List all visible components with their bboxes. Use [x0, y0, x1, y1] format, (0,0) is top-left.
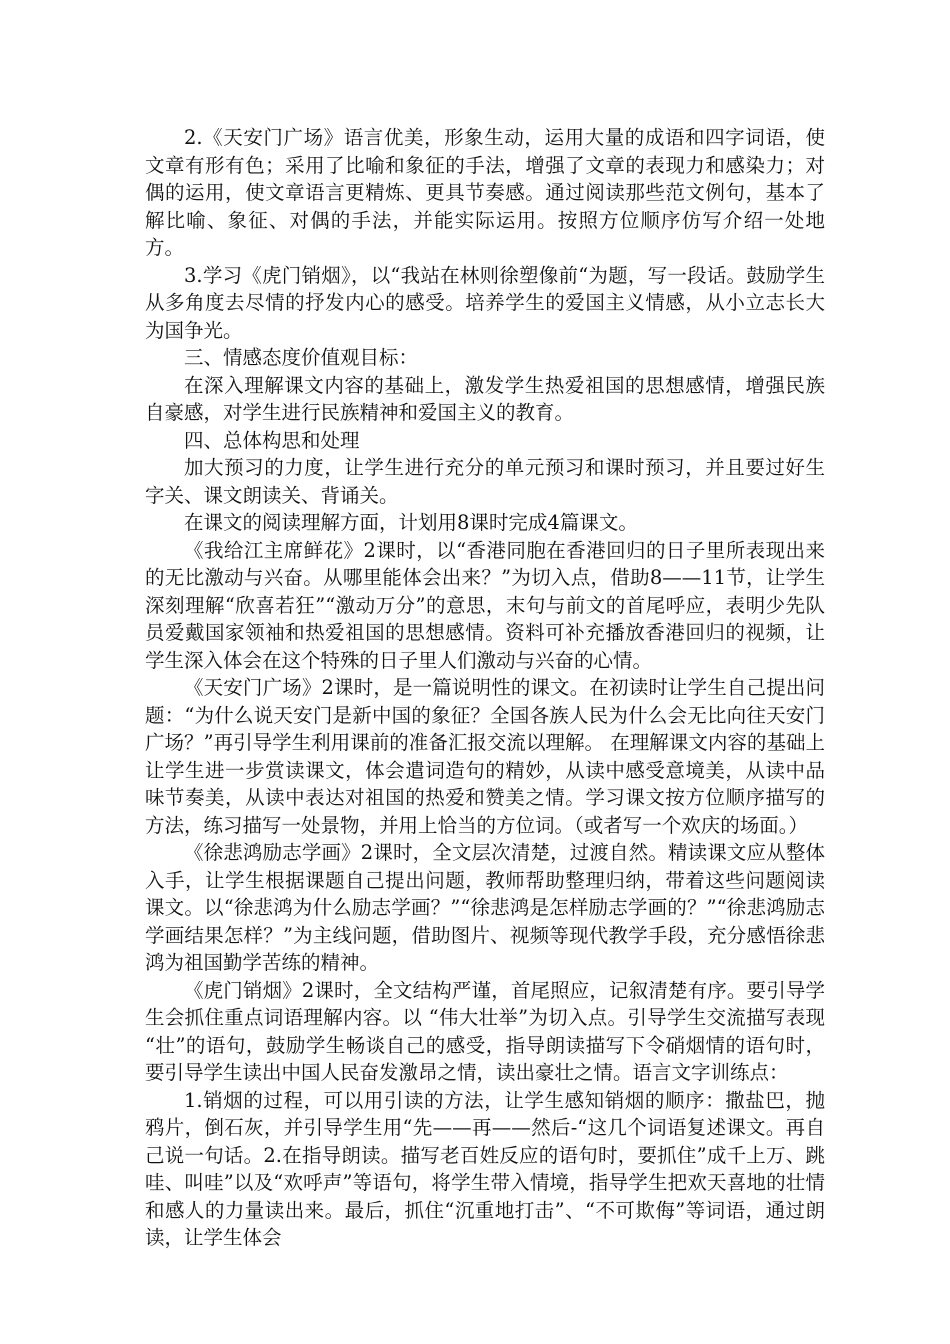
paragraph: 《天安门广场》2课时，是一篇说明性的课文。在初读时让学生自己提出问题：“为什么说天安门是新中国的象征？全国各族人民为什么会无比向往天安门广场？”再引导学生利用课前的准备汇报交流以理解。 在理解课文内容的基础上让学生进一步赏读课文，体会遣词造句的精妙，从读中感受意境美，从读中品味节奏美，从读中表达对祖国的热爱和赞美之情。学习课文按方位顺序描写的方法，练习描写一处景物，并用上恰当的方位词。（或者写一个欢庆的场面。） — [145, 676, 825, 837]
paragraph: 2.《天安门广场》语言优美，形象生动，运用大量的成语和四字词语，使文章有形有色；采用了比喻和象征的手法，增强了文章的表现力和感染力；对偶的运用，使文章语言更精炼、更具节奏感。通过阅读那些范文例句，基本了解比喻、象征、对偶的手法，并能实际运用。按照方位顺序仿写介绍一处地方。 — [145, 126, 825, 259]
paragraph: 《徐悲鸿励志学画》2课时，全文层次清楚，过渡自然。精读课文应从整体入手，让学生根据课题自己提出问题，教师帮助整理归纳，带着这些问题阅读课文。以“徐悲鸿为什么励志学画？”“徐悲鸿是怎样励志学画的？”“徐悲鸿励志学画结果怎样？”为主线问题，借助图片、视频等现代教学手段，充分感悟徐悲鸿为祖国勤学苦练的精神。 — [145, 841, 825, 974]
document-body — [145, 124, 825, 1252]
section-heading: 三、情感态度价值观目标： — [184, 346, 419, 369]
paragraph: 加大预习的力度，让学生进行充分的单元预习和课时预习，并且要过好生字关、课文朗读关、背诵关。 — [145, 456, 825, 507]
section-heading: 四、总体构思和处理 — [184, 428, 360, 452]
paragraph: 《虎门销烟》2课时，全文结构严谨，首尾照应，记叙清楚有序。要引导学生会抓住重点词语理解内容。以 “伟大壮举”为切入点。引导学生交流描写表现 “壮”的语句，鼓励学生畅谈自己的感受，指导朗读描写下令硝烟情的语句时，要引导学生读出中国人民奋发激昂之情，读出豪壮之情。语言文字训练点： — [145, 978, 825, 1084]
paragraph: 在深入理解课文内容的基础上，激发学生热爱祖国的思想感情，增强民族自豪感，对学生进行民族精神和爱国主义的教育。 — [145, 373, 825, 424]
paragraph: 在课文的阅读理解方面，计划用8课时完成4篇课文。 — [184, 511, 638, 534]
paragraph: 1.销烟的过程，可以用引读的方法，让学生感知销烟的顺序：撒盐巴，抛鸦片，倒石灰，并引导学生用“先——再——然后-“这几个词语复述课文。再自己说一句话。2.在指导朗读。描写老百姓反应的语句时，要抓住”成千上万、跳哇、叫哇”以及“欢呼声”等语句，将学生带入情境，指导学生把欢天喜地的壮情和感人的力量读出来。最后，抓住“沉重地打击”、“不可欺侮”等词语，通过朗读，让学生体会 — [145, 1088, 825, 1249]
paragraph: 3.学习《虎门销烟》，以“我站在林则徐塑像前“为题，写一段话。鼓励学生从多角度去尽情的抒发内心的感受。培养学生的爱国主义情感，从小立志长大为国争光。 — [145, 263, 825, 342]
paragraph: 《我给江主席鲜花》2课时，以“香港同胞在香港回归的日子里所表现出来的无比激动与兴奋。从哪里能体会出来？”为切入点，借助8——11节，让学生深刻理解“欣喜若狂”“激动万分”的意思，末句与前文的首尾呼应，表明少先队员爱戴国家领袖和热爱祖国的思想感情。资料可补充播放香港回归的视频，让学生深入体会在这个特殊的日子里人们激动与兴奋的心情。 — [145, 538, 825, 672]
